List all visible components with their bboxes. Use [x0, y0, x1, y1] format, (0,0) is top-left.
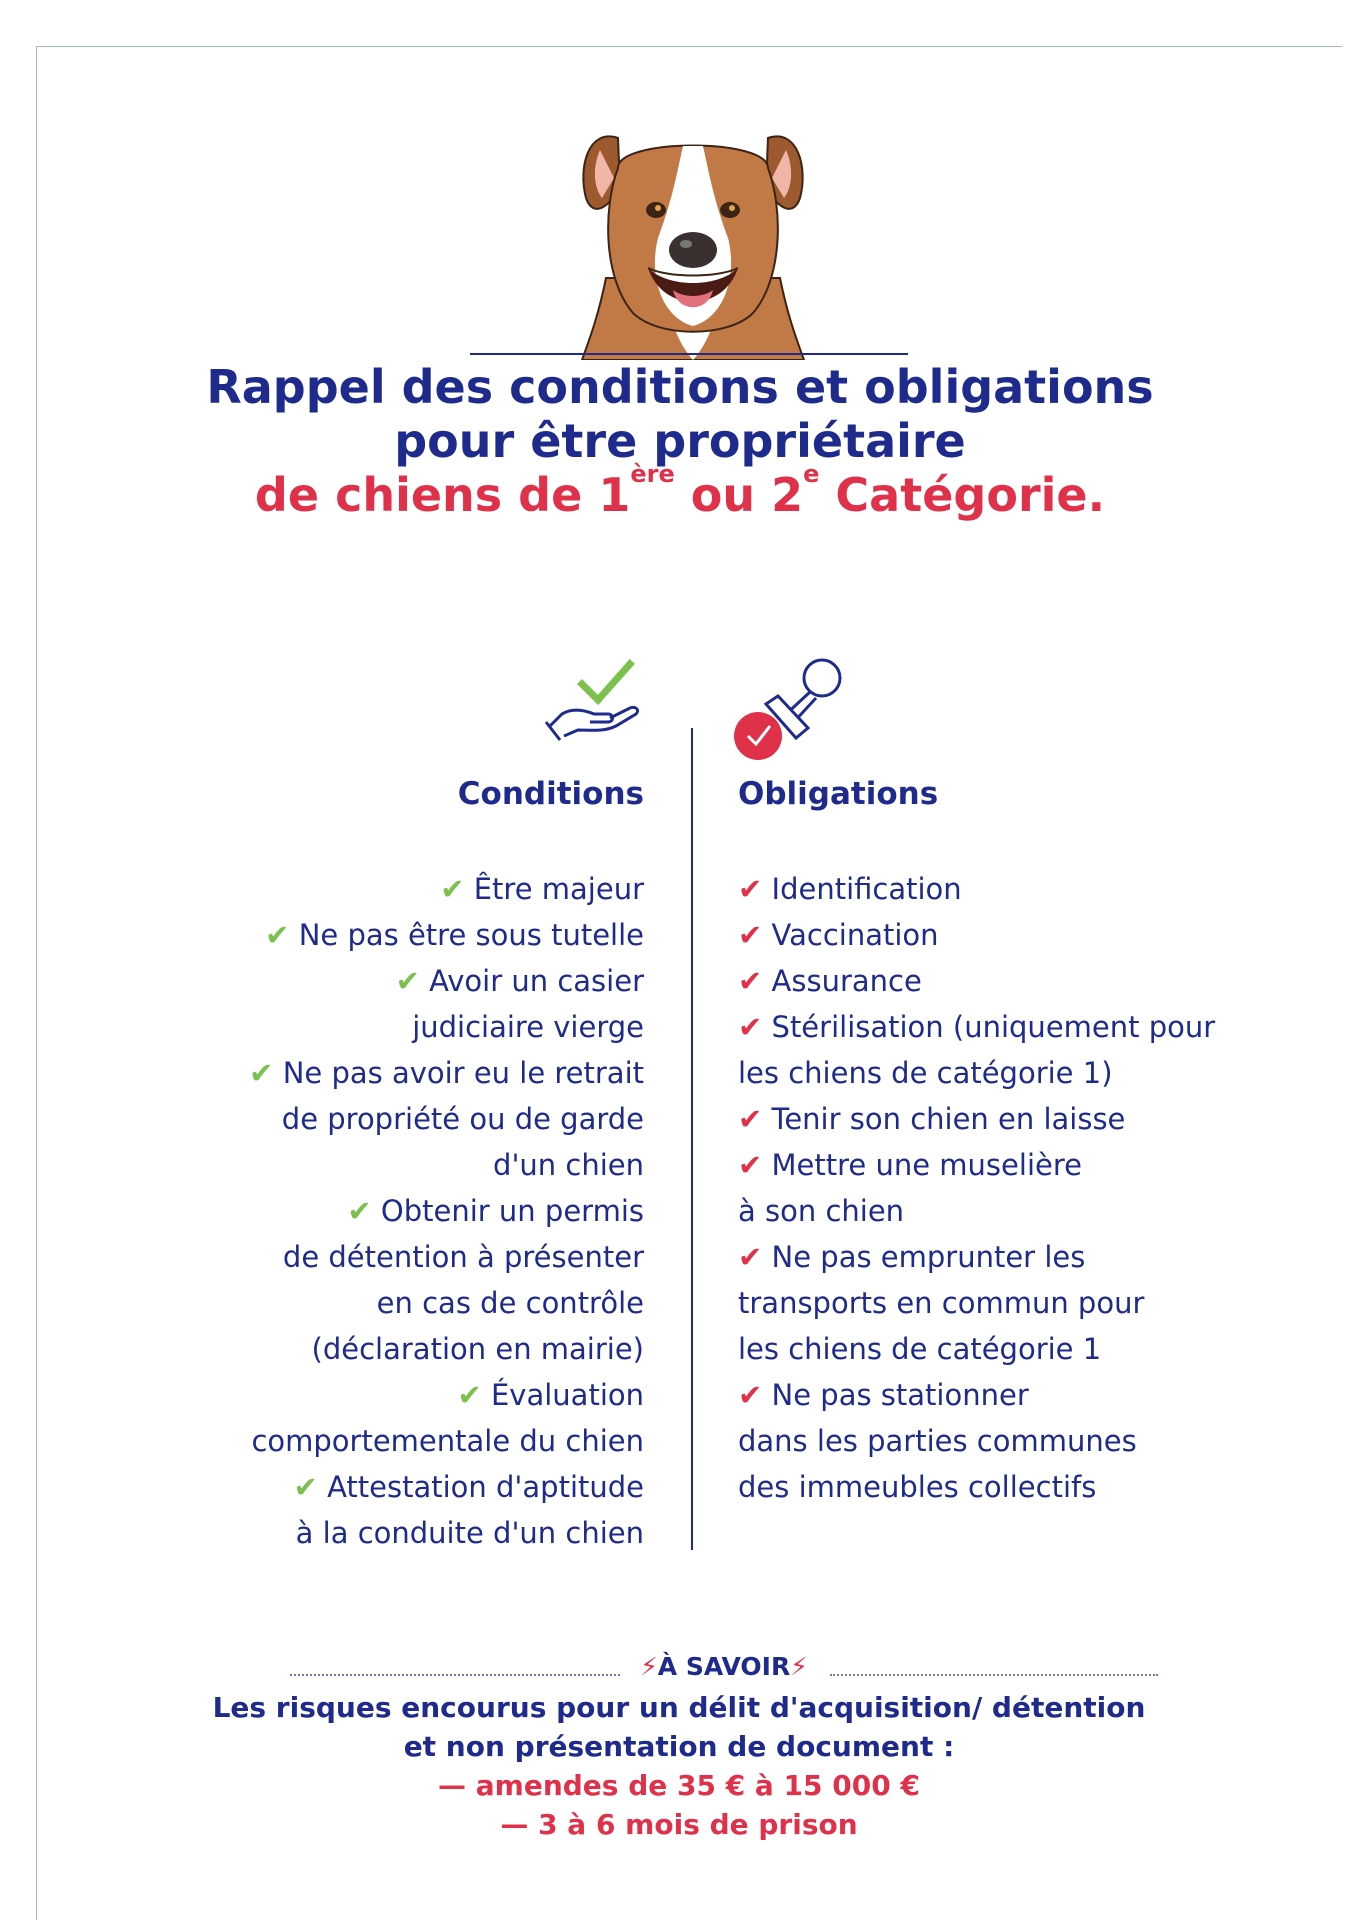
obligation-item-text: Identification	[771, 872, 962, 906]
condition-item	[84, 958, 644, 1004]
obligation-item-text: Mettre une muselière	[771, 1148, 1082, 1182]
obligation-item-text: dans les parties communes	[738, 1424, 1137, 1458]
condition-item-text: Évaluation	[490, 1378, 644, 1412]
condition-item	[84, 1372, 644, 1418]
hand-check-icon	[544, 656, 640, 746]
obligation-item-text: des immeubles collectifs	[738, 1470, 1097, 1504]
condition-item-text: comportementale du chien	[251, 1424, 644, 1458]
obligation-item-text: Ne pas stationner	[771, 1378, 1029, 1412]
risk-text	[200, 1688, 1158, 1844]
obligation-item-text: les chiens de catégorie 1	[738, 1332, 1102, 1366]
frame-top-border	[36, 46, 1342, 47]
risk-line-2: et non présentation de document :	[403, 1730, 955, 1763]
obligation-item	[738, 1326, 1258, 1372]
check-icon: ✔	[249, 1056, 274, 1090]
obligation-item-text: Tenir son chien en laisse	[771, 1102, 1126, 1136]
obligation-item	[738, 866, 1258, 912]
obligation-item	[738, 958, 1258, 1004]
stamp-icon	[730, 654, 854, 762]
check-icon: ✔	[265, 918, 290, 952]
condition-item-text: Obtenir un permis	[380, 1194, 644, 1228]
condition-item	[84, 1326, 644, 1372]
check-icon: ✔	[395, 964, 420, 998]
obligation-item-text: Ne pas emprunter les	[771, 1240, 1086, 1274]
condition-item-text: de détention à présenter	[282, 1240, 644, 1274]
obligation-item-text: Stérilisation (uniquement pour	[771, 1010, 1216, 1044]
check-icon: ✔	[347, 1194, 372, 1228]
obligation-item	[738, 1142, 1258, 1188]
check-icon: ✔	[738, 1148, 763, 1182]
condition-item-text: à la conduite d'un chien	[295, 1516, 644, 1550]
page-title	[80, 360, 1280, 522]
check-icon: ✔	[457, 1378, 482, 1412]
penalty-prison: — 3 à 6 mois de prison	[500, 1808, 858, 1841]
condition-item	[84, 1234, 644, 1280]
obligation-item	[738, 1280, 1258, 1326]
condition-item-text: judiciaire vierge	[412, 1010, 644, 1044]
condition-item-text: d'un chien	[493, 1148, 644, 1182]
condition-item	[84, 1280, 644, 1326]
spark-left-icon: ⚡	[640, 1652, 658, 1681]
condition-item	[84, 1510, 644, 1556]
condition-item	[84, 1188, 644, 1234]
check-icon: ✔	[293, 1470, 318, 1504]
obligation-item	[738, 1464, 1258, 1510]
obligation-item	[738, 1050, 1258, 1096]
obligation-item	[738, 1004, 1258, 1050]
check-icon: ✔	[738, 964, 763, 998]
title-line-3: de chiens de 1ère ou 2e Catégorie.	[254, 460, 1106, 522]
obligations-list	[738, 866, 1258, 1510]
obligation-item-text: à son chien	[738, 1194, 905, 1228]
obligation-item	[738, 1234, 1258, 1280]
condition-item-text: Avoir un casier	[429, 964, 644, 998]
condition-item-text: Ne pas être sous tutelle	[298, 918, 644, 952]
condition-item	[84, 866, 644, 912]
check-icon: ✔	[440, 872, 465, 906]
obligation-item	[738, 1096, 1258, 1142]
condition-item-text: Être majeur	[473, 872, 644, 906]
title-rule	[470, 353, 908, 355]
obligation-item	[738, 912, 1258, 958]
condition-item-text: (déclaration en mairie)	[311, 1332, 644, 1366]
obligation-item-text: Vaccination	[771, 918, 939, 952]
a-savoir-label: ⚡À SAVOIR⚡	[640, 1652, 808, 1681]
risk-line-1: Les risques encourus pour un délit d'acquisition/ détention	[212, 1691, 1146, 1724]
condition-item	[84, 1418, 644, 1464]
condition-item-text: de propriété ou de garde	[281, 1102, 644, 1136]
obligation-item-text: Assurance	[771, 964, 922, 998]
conditions-heading: Conditions	[457, 776, 644, 812]
condition-item	[84, 1004, 644, 1050]
column-divider	[691, 728, 693, 1550]
conditions-list	[84, 866, 644, 1556]
spark-right-icon: ⚡	[790, 1652, 808, 1681]
condition-item	[84, 1050, 644, 1096]
obligation-item-text: transports en commun pour	[738, 1286, 1145, 1320]
condition-item	[84, 1096, 644, 1142]
condition-item-text: en cas de contrôle	[376, 1286, 644, 1320]
title-line-2: pour être propriétaire	[394, 414, 966, 468]
a-savoir-header	[290, 1652, 1158, 1686]
condition-item	[84, 1464, 644, 1510]
title-line-1: Rappel des conditions et obligations	[206, 360, 1154, 414]
condition-item-text: Attestation d'aptitude	[327, 1470, 644, 1504]
condition-item	[84, 1142, 644, 1188]
check-icon: ✔	[738, 918, 763, 952]
check-icon: ✔	[738, 1378, 763, 1412]
obligation-item-text: les chiens de catégorie 1)	[738, 1056, 1113, 1090]
check-icon: ✔	[738, 1102, 763, 1136]
check-icon: ✔	[738, 1010, 763, 1044]
obligations-heading: Obligations	[738, 776, 939, 812]
condition-item	[84, 912, 644, 958]
dog-illustration	[578, 128, 808, 360]
penalty-fine: — amendes de 35 € à 15 000 €	[438, 1769, 920, 1802]
obligation-item	[738, 1188, 1258, 1234]
obligation-item	[738, 1418, 1258, 1464]
condition-item-text: Ne pas avoir eu le retrait	[282, 1056, 644, 1090]
obligation-item	[738, 1372, 1258, 1418]
check-icon: ✔	[738, 1240, 763, 1274]
frame-left-border	[36, 46, 37, 1920]
check-icon: ✔	[738, 872, 763, 906]
